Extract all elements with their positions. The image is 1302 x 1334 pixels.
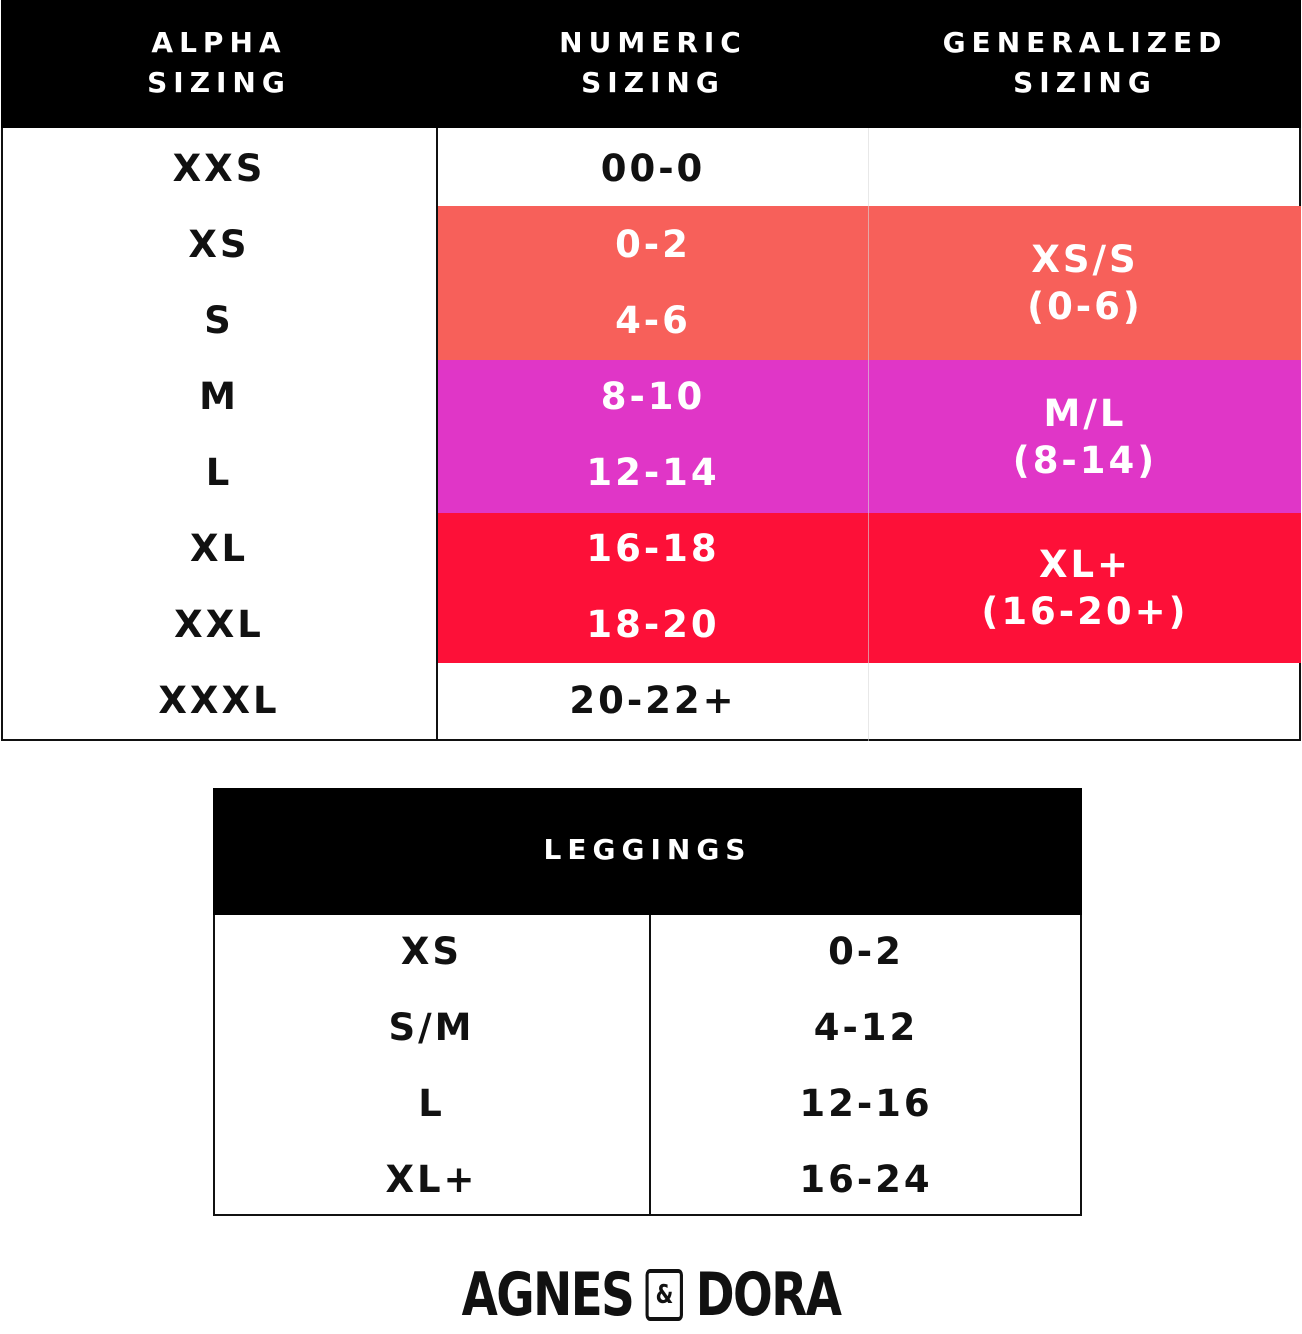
leggings-numeric-cell: 16-24: [799, 1157, 933, 1201]
generalized-range: (0-6): [1027, 285, 1143, 328]
generalized-range: (8-14): [1012, 438, 1158, 482]
alpha-cell: XXXL: [158, 678, 280, 722]
leggings-alpha-cell: S/M: [388, 1005, 475, 1049]
brand-name-left: AGNES: [461, 1260, 634, 1330]
header-numeric-sizing: [437, 18, 869, 108]
alpha-cell: M: [199, 374, 239, 418]
header-numeric-line1: NUMERIC: [559, 26, 747, 59]
ampersand-icon: &: [646, 1269, 683, 1321]
numeric-cell: 16-18: [586, 526, 720, 570]
alpha-cell: XXS: [172, 146, 266, 190]
leggings-numeric-cell: 12-16: [799, 1081, 933, 1125]
generalized-cell-xl-plus: [869, 513, 1301, 663]
alpha-cell: XS: [188, 222, 250, 266]
generalized-cell-xs-s: [869, 206, 1301, 360]
generalized-label: XS/S: [1031, 238, 1139, 281]
numeric-cell: 8-10: [600, 374, 706, 418]
leggings-alpha-cell: XS: [400, 929, 463, 973]
numeric-cell: 12-14: [586, 450, 720, 494]
generalized-range: (16-20+): [981, 590, 1189, 633]
numeric-cell: 20-22+: [569, 678, 737, 722]
numeric-cell: 18-20: [586, 602, 720, 646]
header-alpha-line1: ALPHA: [151, 26, 287, 59]
numeric-cell: 00-0: [600, 146, 706, 190]
generalized-cell-m-l: [869, 360, 1301, 513]
numeric-cell: 0-2: [615, 222, 691, 266]
leggings-title: LEGGINGS: [543, 833, 752, 866]
alpha-cell: XXL: [174, 602, 264, 646]
alpha-cell: L: [205, 450, 233, 494]
numeric-cell: 4-6: [615, 298, 691, 342]
leggings-alpha-cell: L: [418, 1081, 445, 1125]
header-numeric-line2: SIZING: [581, 66, 725, 99]
generalized-label: XL+: [1038, 543, 1132, 586]
alpha-cell: S: [204, 298, 234, 342]
brand-logo: [143, 1262, 1159, 1328]
header-alpha-line2: SIZING: [147, 66, 291, 99]
header-generalized-line2: SIZING: [1013, 66, 1157, 99]
generalized-label: M/L: [1043, 391, 1127, 435]
header-generalized-sizing: [869, 18, 1301, 108]
alpha-cell: XL: [189, 526, 249, 570]
leggings-numeric-cell: 4-12: [813, 1005, 919, 1049]
leggings-alpha-cell: XL+: [385, 1157, 478, 1201]
header-alpha-sizing: [1, 18, 437, 108]
header-generalized-line1: GENERALIZED: [942, 26, 1228, 59]
brand-name-right: DORA: [695, 1260, 841, 1330]
leggings-numeric-cell: 0-2: [828, 929, 904, 973]
